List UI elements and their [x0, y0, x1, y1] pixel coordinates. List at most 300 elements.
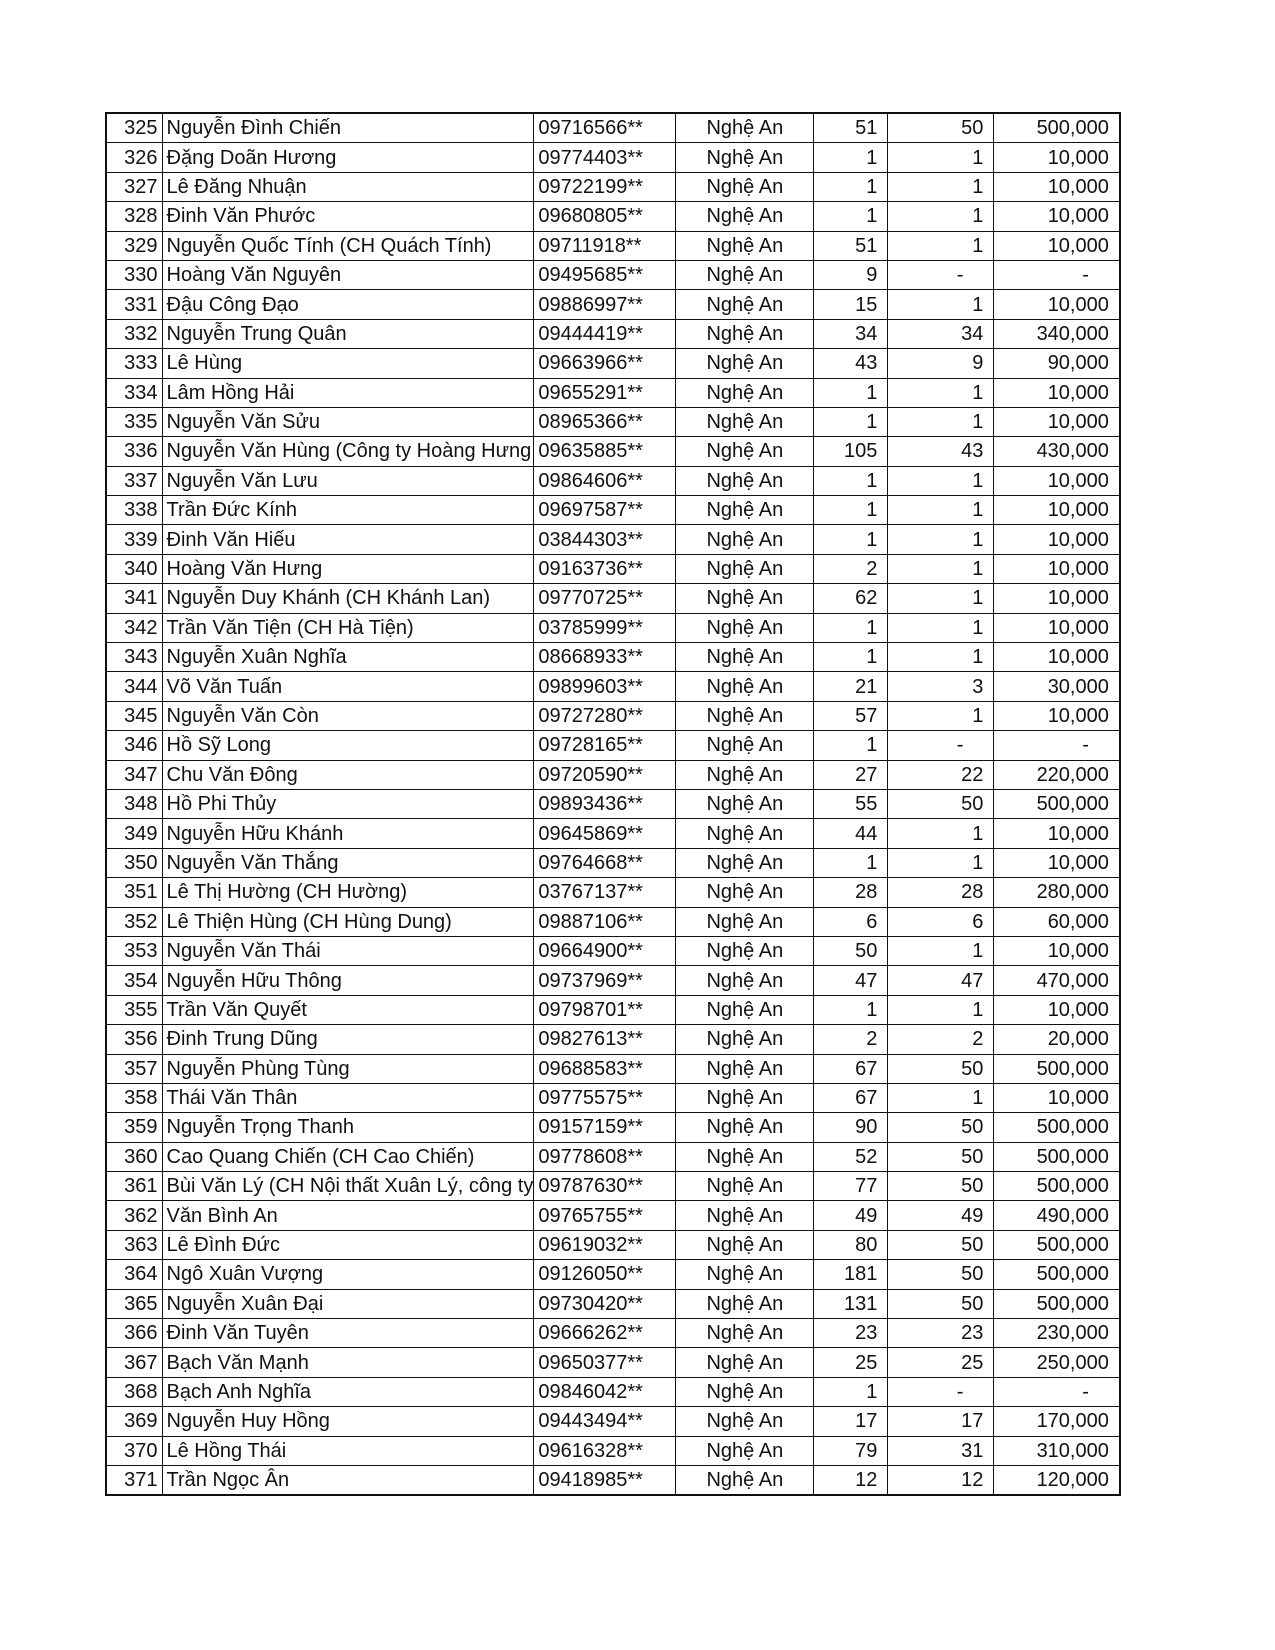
phone-number: 09827613** [534, 1025, 676, 1054]
province: Nghệ An [676, 995, 814, 1024]
row-number: 325 [106, 113, 162, 143]
amount: 10,000 [994, 172, 1120, 201]
quantity-total: 15 [814, 290, 888, 319]
customer-name: Nguyễn Trọng Thanh [162, 1113, 534, 1142]
province: Nghệ An [676, 437, 814, 466]
quantity-counted: 28 [888, 878, 994, 907]
table-row [106, 966, 1120, 995]
table-row [106, 1083, 1120, 1112]
province: Nghệ An [676, 1377, 814, 1406]
phone-number: 09770725** [534, 584, 676, 613]
quantity-total: 47 [814, 966, 888, 995]
quantity-total: 1 [814, 407, 888, 436]
row-number: 363 [106, 1230, 162, 1259]
table-row [106, 1348, 1120, 1377]
customer-name: Bùi Văn Lý (CH Nội thất Xuân Lý, công ty [162, 1172, 534, 1201]
customer-name: Nguyễn Văn Thái [162, 936, 534, 965]
phone-number: 09157159** [534, 1113, 676, 1142]
table-row [106, 525, 1120, 554]
amount: 170,000 [994, 1407, 1120, 1436]
amount: 500,000 [994, 1142, 1120, 1171]
customer-name: Thái Văn Thân [162, 1083, 534, 1112]
province: Nghệ An [676, 202, 814, 231]
customer-name: Hoàng Văn Hưng [162, 554, 534, 583]
customer-name: Nguyễn Văn Lưu [162, 466, 534, 495]
phone-number: 08668933** [534, 643, 676, 672]
phone-number: 09864606** [534, 466, 676, 495]
quantity-counted: 2 [888, 1025, 994, 1054]
customer-name: Trần Văn Tiện (CH Hà Tiện) [162, 613, 534, 642]
customer-name: Nguyễn Xuân Đại [162, 1289, 534, 1318]
customer-name: Nguyễn Văn Còn [162, 701, 534, 730]
row-number: 349 [106, 819, 162, 848]
quantity-total: 77 [814, 1172, 888, 1201]
quantity-counted: 50 [888, 1289, 994, 1318]
customer-name: Lâm Hồng Hải [162, 378, 534, 407]
table-row [106, 584, 1120, 613]
quantity-total: 44 [814, 819, 888, 848]
table-row [106, 349, 1120, 378]
table-row [106, 1377, 1120, 1406]
quantity-counted: 50 [888, 113, 994, 143]
quantity-counted: 50 [888, 1172, 994, 1201]
province: Nghệ An [676, 731, 814, 760]
quantity-total: 1 [814, 643, 888, 672]
row-number: 345 [106, 701, 162, 730]
table-row [106, 1142, 1120, 1171]
row-number: 348 [106, 789, 162, 818]
table-row [106, 290, 1120, 319]
province: Nghệ An [676, 789, 814, 818]
phone-number: 09764668** [534, 848, 676, 877]
amount: 500,000 [994, 1113, 1120, 1142]
quantity-total: 1 [814, 995, 888, 1024]
quantity-total: 2 [814, 554, 888, 583]
phone-number: 09663966** [534, 349, 676, 378]
amount: 20,000 [994, 1025, 1120, 1054]
amount: 220,000 [994, 760, 1120, 789]
quantity-total: 49 [814, 1201, 888, 1230]
customer-name: Nguyễn Huy Hồng [162, 1407, 534, 1436]
row-number: 334 [106, 378, 162, 407]
amount: 500,000 [994, 1260, 1120, 1289]
quantity-counted: 25 [888, 1348, 994, 1377]
quantity-total: 9 [814, 260, 888, 289]
quantity-counted: 1 [888, 819, 994, 848]
amount: 10,000 [994, 701, 1120, 730]
table-row [106, 496, 1120, 525]
row-number: 333 [106, 349, 162, 378]
phone-number: 09722199** [534, 172, 676, 201]
quantity-total: 1 [814, 525, 888, 554]
row-number: 326 [106, 143, 162, 172]
phone-number: 09716566** [534, 113, 676, 143]
row-number: 356 [106, 1025, 162, 1054]
amount: 10,000 [994, 466, 1120, 495]
province: Nghệ An [676, 143, 814, 172]
phone-number: 09688583** [534, 1054, 676, 1083]
quantity-counted: 1 [888, 584, 994, 613]
row-number: 347 [106, 760, 162, 789]
phone-number: 09787630** [534, 1172, 676, 1201]
quantity-total: 90 [814, 1113, 888, 1142]
province: Nghệ An [676, 290, 814, 319]
phone-number: 09775575** [534, 1083, 676, 1112]
row-number: 352 [106, 907, 162, 936]
quantity-total: 1 [814, 496, 888, 525]
customer-name: Trần Đức Kính [162, 496, 534, 525]
row-number: 354 [106, 966, 162, 995]
quantity-total: 131 [814, 1289, 888, 1318]
row-number: 335 [106, 407, 162, 436]
row-number: 342 [106, 613, 162, 642]
customer-name: Bạch Văn Mạnh [162, 1348, 534, 1377]
row-number: 329 [106, 231, 162, 260]
customer-name: Nguyễn Quốc Tính (CH Quách Tính) [162, 231, 534, 260]
row-number: 336 [106, 437, 162, 466]
amount: 500,000 [994, 1172, 1120, 1201]
province: Nghệ An [676, 1407, 814, 1436]
phone-number: 09126050** [534, 1260, 676, 1289]
table-row [106, 407, 1120, 436]
quantity-total: 1 [814, 731, 888, 760]
phone-number: 08965366** [534, 407, 676, 436]
table-row [106, 1465, 1120, 1495]
table-row [106, 1407, 1120, 1436]
table-row [106, 172, 1120, 201]
province: Nghệ An [676, 1348, 814, 1377]
phone-number: 09727280** [534, 701, 676, 730]
amount: 280,000 [994, 878, 1120, 907]
customer-name: Lê Thị Hường (CH Hường) [162, 878, 534, 907]
table-row [106, 643, 1120, 672]
table-row [106, 819, 1120, 848]
customer-name: Nguyễn Trung Quân [162, 319, 534, 348]
quantity-counted: 50 [888, 789, 994, 818]
row-number: 358 [106, 1083, 162, 1112]
phone-number: 09444419** [534, 319, 676, 348]
row-number: 371 [106, 1465, 162, 1495]
quantity-counted: 1 [888, 202, 994, 231]
province: Nghệ An [676, 701, 814, 730]
phone-number: 09418985** [534, 1465, 676, 1495]
phone-number: 09163736** [534, 554, 676, 583]
quantity-total: 21 [814, 672, 888, 701]
table-row [106, 202, 1120, 231]
quantity-total: 79 [814, 1436, 888, 1465]
quantity-total: 1 [814, 1377, 888, 1406]
amount: 500,000 [994, 1230, 1120, 1259]
table-row [106, 731, 1120, 760]
amount: 10,000 [994, 819, 1120, 848]
amount: 10,000 [994, 496, 1120, 525]
table-row [106, 1436, 1120, 1465]
table-row [106, 554, 1120, 583]
quantity-total: 51 [814, 231, 888, 260]
customer-name: Lê Hồng Thái [162, 1436, 534, 1465]
quantity-counted: 50 [888, 1113, 994, 1142]
quantity-total: 6 [814, 907, 888, 936]
phone-number: 09720590** [534, 760, 676, 789]
table-row [106, 113, 1120, 143]
row-number: 365 [106, 1289, 162, 1318]
phone-number: 03844303** [534, 525, 676, 554]
quantity-total: 12 [814, 1465, 888, 1495]
province: Nghệ An [676, 349, 814, 378]
province: Nghệ An [676, 672, 814, 701]
customer-name: Lê Hùng [162, 349, 534, 378]
customer-name: Đinh Văn Tuyên [162, 1319, 534, 1348]
customer-name: Cao Quang Chiến (CH Cao Chiến) [162, 1142, 534, 1171]
amount: 230,000 [994, 1319, 1120, 1348]
amount: 250,000 [994, 1348, 1120, 1377]
customer-name: Nguyễn Hữu Khánh [162, 819, 534, 848]
province: Nghệ An [676, 466, 814, 495]
table-row [106, 1113, 1120, 1142]
row-number: 341 [106, 584, 162, 613]
customer-name: Đậu Công Đạo [162, 290, 534, 319]
row-number: 367 [106, 1348, 162, 1377]
quantity-total: 1 [814, 466, 888, 495]
customer-name: Trần Ngọc Ân [162, 1465, 534, 1495]
row-number: 350 [106, 848, 162, 877]
customer-name: Nguyễn Hữu Thông [162, 966, 534, 995]
row-number: 361 [106, 1172, 162, 1201]
row-number: 339 [106, 525, 162, 554]
quantity-total: 43 [814, 349, 888, 378]
quantity-counted: 1 [888, 995, 994, 1024]
province: Nghệ An [676, 260, 814, 289]
quantity-counted: - [888, 1377, 994, 1406]
province: Nghệ An [676, 319, 814, 348]
province: Nghệ An [676, 1319, 814, 1348]
province: Nghệ An [676, 1142, 814, 1171]
row-number: 346 [106, 731, 162, 760]
amount: 10,000 [994, 202, 1120, 231]
table-row [106, 936, 1120, 965]
province: Nghệ An [676, 172, 814, 201]
phone-number: 09680805** [534, 202, 676, 231]
table-row [106, 789, 1120, 818]
quantity-total: 1 [814, 202, 888, 231]
amount: 310,000 [994, 1436, 1120, 1465]
quantity-counted: 1 [888, 172, 994, 201]
phone-number: 03767137** [534, 878, 676, 907]
province: Nghệ An [676, 407, 814, 436]
quantity-counted: 3 [888, 672, 994, 701]
amount: 500,000 [994, 1289, 1120, 1318]
customer-name: Lê Đăng Nhuận [162, 172, 534, 201]
phone-number: 09711918** [534, 231, 676, 260]
amount: 10,000 [994, 936, 1120, 965]
quantity-total: 80 [814, 1230, 888, 1259]
customer-name: Nguyễn Văn Hùng (Công ty Hoàng Hưng [162, 437, 534, 466]
table-row [106, 1172, 1120, 1201]
phone-number: 09645869** [534, 819, 676, 848]
row-number: 368 [106, 1377, 162, 1406]
row-number: 366 [106, 1319, 162, 1348]
customer-name: Nguyễn Phùng Tùng [162, 1054, 534, 1083]
amount: - [994, 731, 1120, 760]
quantity-total: 27 [814, 760, 888, 789]
quantity-counted: 9 [888, 349, 994, 378]
quantity-counted: 1 [888, 231, 994, 260]
row-number: 364 [106, 1260, 162, 1289]
quantity-counted: 1 [888, 848, 994, 877]
province: Nghệ An [676, 496, 814, 525]
table-row [106, 143, 1120, 172]
table-row [106, 701, 1120, 730]
quantity-counted: 50 [888, 1260, 994, 1289]
province: Nghệ An [676, 643, 814, 672]
table-row [106, 1230, 1120, 1259]
quantity-counted: 1 [888, 378, 994, 407]
quantity-total: 181 [814, 1260, 888, 1289]
phone-number: 09616328** [534, 1436, 676, 1465]
quantity-counted: 1 [888, 407, 994, 436]
province: Nghệ An [676, 1083, 814, 1112]
customer-name: Đinh Văn Hiếu [162, 525, 534, 554]
province: Nghệ An [676, 907, 814, 936]
quantity-counted: 1 [888, 554, 994, 583]
phone-number: 09774403** [534, 143, 676, 172]
quantity-counted: 43 [888, 437, 994, 466]
table-row [106, 995, 1120, 1024]
amount: 470,000 [994, 966, 1120, 995]
amount: 10,000 [994, 643, 1120, 672]
customer-name: Lê Đình Đức [162, 1230, 534, 1259]
quantity-counted: 50 [888, 1054, 994, 1083]
amount: - [994, 1377, 1120, 1406]
phone-number: 03785999** [534, 613, 676, 642]
row-number: 351 [106, 878, 162, 907]
phone-number: 09619032** [534, 1230, 676, 1259]
customer-name: Hồ Sỹ Long [162, 731, 534, 760]
province: Nghệ An [676, 378, 814, 407]
province: Nghệ An [676, 819, 814, 848]
phone-number: 09730420** [534, 1289, 676, 1318]
amount: - [994, 260, 1120, 289]
amount: 10,000 [994, 231, 1120, 260]
quantity-counted: 1 [888, 643, 994, 672]
amount: 10,000 [994, 1083, 1120, 1112]
row-number: 353 [106, 936, 162, 965]
customer-name: Hồ Phi Thủy [162, 789, 534, 818]
amount: 10,000 [994, 378, 1120, 407]
row-number: 355 [106, 995, 162, 1024]
province: Nghệ An [676, 1260, 814, 1289]
province: Nghệ An [676, 1172, 814, 1201]
row-number: 370 [106, 1436, 162, 1465]
amount: 10,000 [994, 554, 1120, 583]
amount: 10,000 [994, 290, 1120, 319]
quantity-total: 17 [814, 1407, 888, 1436]
quantity-counted: - [888, 731, 994, 760]
province: Nghệ An [676, 848, 814, 877]
amount: 10,000 [994, 525, 1120, 554]
phone-number: 09887106** [534, 907, 676, 936]
table-body [106, 113, 1120, 1495]
phone-number: 09697587** [534, 496, 676, 525]
quantity-total: 62 [814, 584, 888, 613]
customer-name: Đinh Trung Dũng [162, 1025, 534, 1054]
quantity-counted: 31 [888, 1436, 994, 1465]
phone-number: 09650377** [534, 1348, 676, 1377]
customer-name: Trần Văn Quyết [162, 995, 534, 1024]
quantity-counted: 50 [888, 1142, 994, 1171]
phone-number: 09666262** [534, 1319, 676, 1348]
customer-name: Hoàng Văn Nguyên [162, 260, 534, 289]
quantity-total: 1 [814, 143, 888, 172]
quantity-counted: 1 [888, 525, 994, 554]
customer-name: Võ Văn Tuấn [162, 672, 534, 701]
customer-name: Nguyễn Xuân Nghĩa [162, 643, 534, 672]
province: Nghệ An [676, 113, 814, 143]
quantity-total: 1 [814, 848, 888, 877]
row-number: 328 [106, 202, 162, 231]
province: Nghệ An [676, 936, 814, 965]
row-number: 357 [106, 1054, 162, 1083]
table-row [106, 613, 1120, 642]
table-row [106, 319, 1120, 348]
amount: 10,000 [994, 613, 1120, 642]
customer-name: Bạch Anh Nghĩa [162, 1377, 534, 1406]
province: Nghệ An [676, 613, 814, 642]
amount: 90,000 [994, 349, 1120, 378]
province: Nghệ An [676, 554, 814, 583]
quantity-counted: 1 [888, 701, 994, 730]
table-row [106, 231, 1120, 260]
quantity-total: 105 [814, 437, 888, 466]
quantity-counted: 1 [888, 143, 994, 172]
table-row [106, 672, 1120, 701]
table-row [106, 260, 1120, 289]
quantity-total: 67 [814, 1083, 888, 1112]
quantity-total: 2 [814, 1025, 888, 1054]
province: Nghệ An [676, 1289, 814, 1318]
amount: 500,000 [994, 113, 1120, 143]
quantity-total: 57 [814, 701, 888, 730]
phone-number: 09655291** [534, 378, 676, 407]
customer-name: Đinh Văn Phước [162, 202, 534, 231]
amount: 10,000 [994, 848, 1120, 877]
table-row [106, 1319, 1120, 1348]
phone-number: 09443494** [534, 1407, 676, 1436]
row-number: 330 [106, 260, 162, 289]
quantity-total: 50 [814, 936, 888, 965]
province: Nghệ An [676, 1201, 814, 1230]
province: Nghệ An [676, 1436, 814, 1465]
phone-number: 09728165** [534, 731, 676, 760]
amount: 60,000 [994, 907, 1120, 936]
province: Nghệ An [676, 878, 814, 907]
phone-number: 09846042** [534, 1377, 676, 1406]
phone-number: 09765755** [534, 1201, 676, 1230]
quantity-counted: 12 [888, 1465, 994, 1495]
row-number: 332 [106, 319, 162, 348]
table-row [106, 1289, 1120, 1318]
row-number: 343 [106, 643, 162, 672]
quantity-total: 67 [814, 1054, 888, 1083]
quantity-counted: 1 [888, 466, 994, 495]
quantity-total: 34 [814, 319, 888, 348]
phone-number: 09778608** [534, 1142, 676, 1171]
table-row [106, 1201, 1120, 1230]
quantity-total: 28 [814, 878, 888, 907]
province: Nghệ An [676, 1025, 814, 1054]
customer-name: Lê Thiện Hùng (CH Hùng Dung) [162, 907, 534, 936]
quantity-counted: 1 [888, 936, 994, 965]
